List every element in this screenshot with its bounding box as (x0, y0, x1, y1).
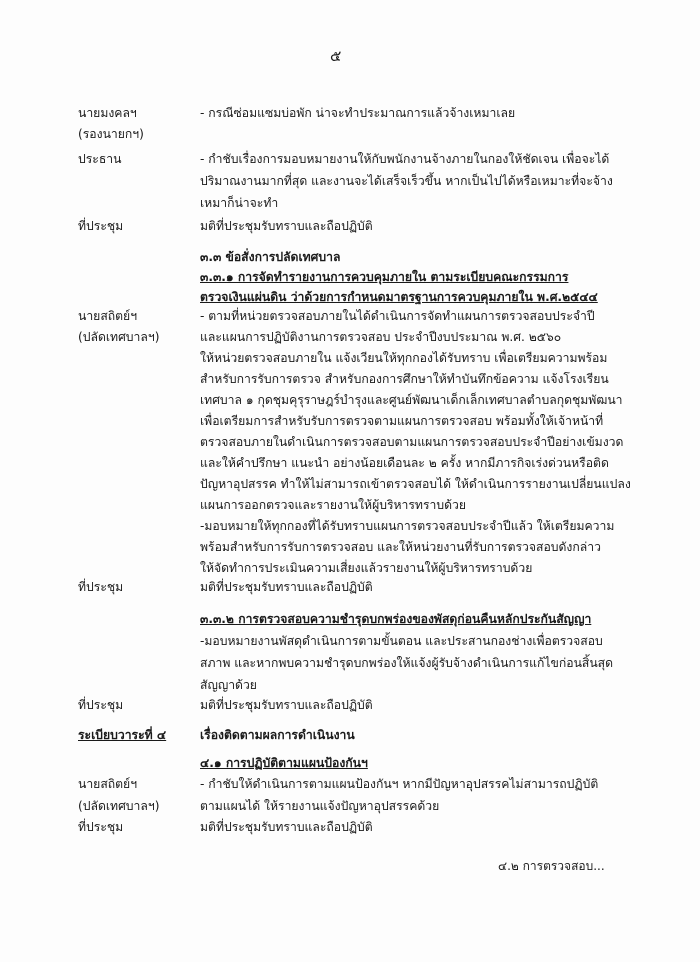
meeting-label: ที่ประชุม (78, 219, 124, 233)
statement-line: สภาพ และหากพบความชำรุดบกพร่องให้แจ้งผู้รับจ้างดำเนินการแก้ไขก่อนสิ้นสุด (200, 656, 614, 670)
statement-line: ตรวจสอบภายในดำเนินการตรวจสอบตามแผนการตรวจสอบประจำปีอย่างเข้มงวด (200, 435, 624, 449)
statement-line: เหมาก็น่าจะทำ (200, 196, 279, 210)
subsection-heading: ๓.๓.๒ การตรวจสอบความชำรุดบกพร่องของพัสดุก่อนคืนหลักประกันสัญญา (200, 612, 592, 626)
resolution-text: มติที่ประชุมรับทราบและถือปฏิบัติ (200, 580, 373, 594)
resolution-text: มติที่ประชุมรับทราบและถือปฏิบัติ (200, 698, 373, 712)
statement-line: ตามแผนได้ ให้รายงานแจ้งปัญหาอุปสรรคด้วย (200, 799, 440, 813)
statement-line: ให้จัดทำการประเมินความเสี่ยงแล้วรายงานให้ผู้บริหารทราบด้วย (200, 561, 533, 575)
meeting-label: ที่ประชุม (78, 820, 124, 834)
statement-line: ให้หน่วยตรวจสอบภายใน แจ้งเวียนให้ทุกกองได้รับทราบ เพื่อเตรียมความพร้อม (200, 351, 608, 365)
meeting-label: ที่ประชุม (78, 580, 124, 594)
statement-line: และแผนการปฏิบัติงานการตรวจสอบ ประจำปีงบประมาณ พ.ศ. ๒๕๖๐ (200, 330, 562, 344)
meeting-label: ที่ประชุม (78, 698, 124, 712)
statement-line: -มอบหมายงานพัสดุดำเนินการตามขั้นตอน และประสานกองช่างเพื่อตรวจสอบ (200, 634, 603, 648)
subsection-heading: ๔.๑ การปฏิบัติตามแผนป้องกันฯ (200, 756, 368, 770)
speaker-label: นายสถิตย์ฯ (78, 309, 138, 323)
statement-line: เทศบาล ๑ กุดชุมคุรุราษฎร์บำรุงและศูนย์พัฒนาเด็กเล็กเทศบาลตำบลกุดชุมพัฒนา (200, 393, 623, 407)
speaker-label: นายสถิตย์ฯ (78, 777, 138, 791)
continuation-footer: ๔.๒ การตรวจสอบ... (498, 859, 605, 873)
resolution-text: มติที่ประชุมรับทราบและถือปฏิบัติ (200, 820, 373, 834)
speaker-label: ประธาน (78, 152, 122, 166)
statement-line: สัญญาด้วย (200, 678, 257, 692)
statement-line: ปัญหาอุปสรรค ทำให้ไม่สามารถเข้าตรวจสอบได้ ให้ดำเนินการรายงานเปลี่ยนแปลง (200, 477, 631, 491)
statement-line: เพื่อเตรียมการสำหรับรับการตรวจตามแผนการตรวจสอบ พร้อมทั้งให้เจ้าหน้าที่ (200, 414, 604, 428)
speaker-title: (ปลัดเทศบาลฯ) (78, 799, 160, 813)
statement-line: - กำชับให้ดำเนินการตามแผนป้องกันฯ หากมีปัญหาอุปสรรคไม่สามารถปฏิบัติ (200, 777, 599, 791)
speaker-label: นายมงคลฯ (78, 106, 137, 120)
resolution-text: มติที่ประชุมรับทราบและถือปฏิบัติ (200, 219, 373, 233)
agenda-title: เรื่องติดตามผลการดำเนินงาน (200, 728, 355, 742)
speaker-title: (รองนายกฯ) (78, 127, 144, 141)
statement-line: สำหรับการรับการตรวจ สำหรับกองการศึกษาให้ทำบันทึกข้อความ แจ้งโรงเรียน (200, 372, 609, 386)
subsection-heading: ๓.๓.๑ การจัดทำรายงานการควบคุมภายใน ตามระเบียบคณะกรรมการ (200, 270, 569, 284)
speaker-title: (ปลัดเทศบาลฯ) (78, 330, 160, 344)
statement-line: พร้อมสำหรับการรับการตรวจสอบ และให้หน่วยงานที่รับการตรวจสอบดังกล่าว (200, 540, 601, 554)
statement-line: แผนการออกตรวจและรายงานให้ผู้บริหารทราบด้วย (200, 498, 466, 512)
page-number: ๕ (330, 47, 342, 65)
statement-line: ปริมาณงานมากที่สุด และงานจะได้เสร็จเร็วขึ้น หากเป็นไปได้หรือเหมาะที่จะจ้าง (200, 174, 613, 188)
statement-line: - กำชับเรื่องการมอบหมายงานให้กับพนักงานจ้างภายในกองให้ชัดเจน เพื่อจะได้ (200, 152, 610, 166)
agenda-label: ระเบียบวาระที่ ๔ (78, 728, 167, 742)
statement-text: - กรณีซ่อมแซมบ่อพัก น่าจะทำประมาณการแล้วจ้างเหมาเลย (200, 106, 516, 120)
section-heading: ๓.๓ ข้อสั่งการปลัดเทศบาล (200, 250, 341, 264)
statement-line: -มอบหมายให้ทุกกองที่ได้รับทราบแผนการตรวจสอบประจำปีแล้ว ให้เตรียมความ (200, 519, 615, 533)
statement-line: และให้คำปรึกษา แนะนำ อย่างน้อยเดือนละ ๒ ครั้ง หากมีภารกิจเร่งด่วนหรือติด (200, 456, 609, 470)
statement-line: - ตามที่หน่วยตรวจสอบภายในได้ดำเนินการจัดทำแผนการตรวจสอบประจำปี (200, 309, 595, 323)
subsection-heading: ตรวจเงินแผ่นดิน ว่าด้วยการกำหนดมาตรฐานการควบคุมภายใน พ.ศ.๒๕๔๔ (200, 290, 598, 304)
